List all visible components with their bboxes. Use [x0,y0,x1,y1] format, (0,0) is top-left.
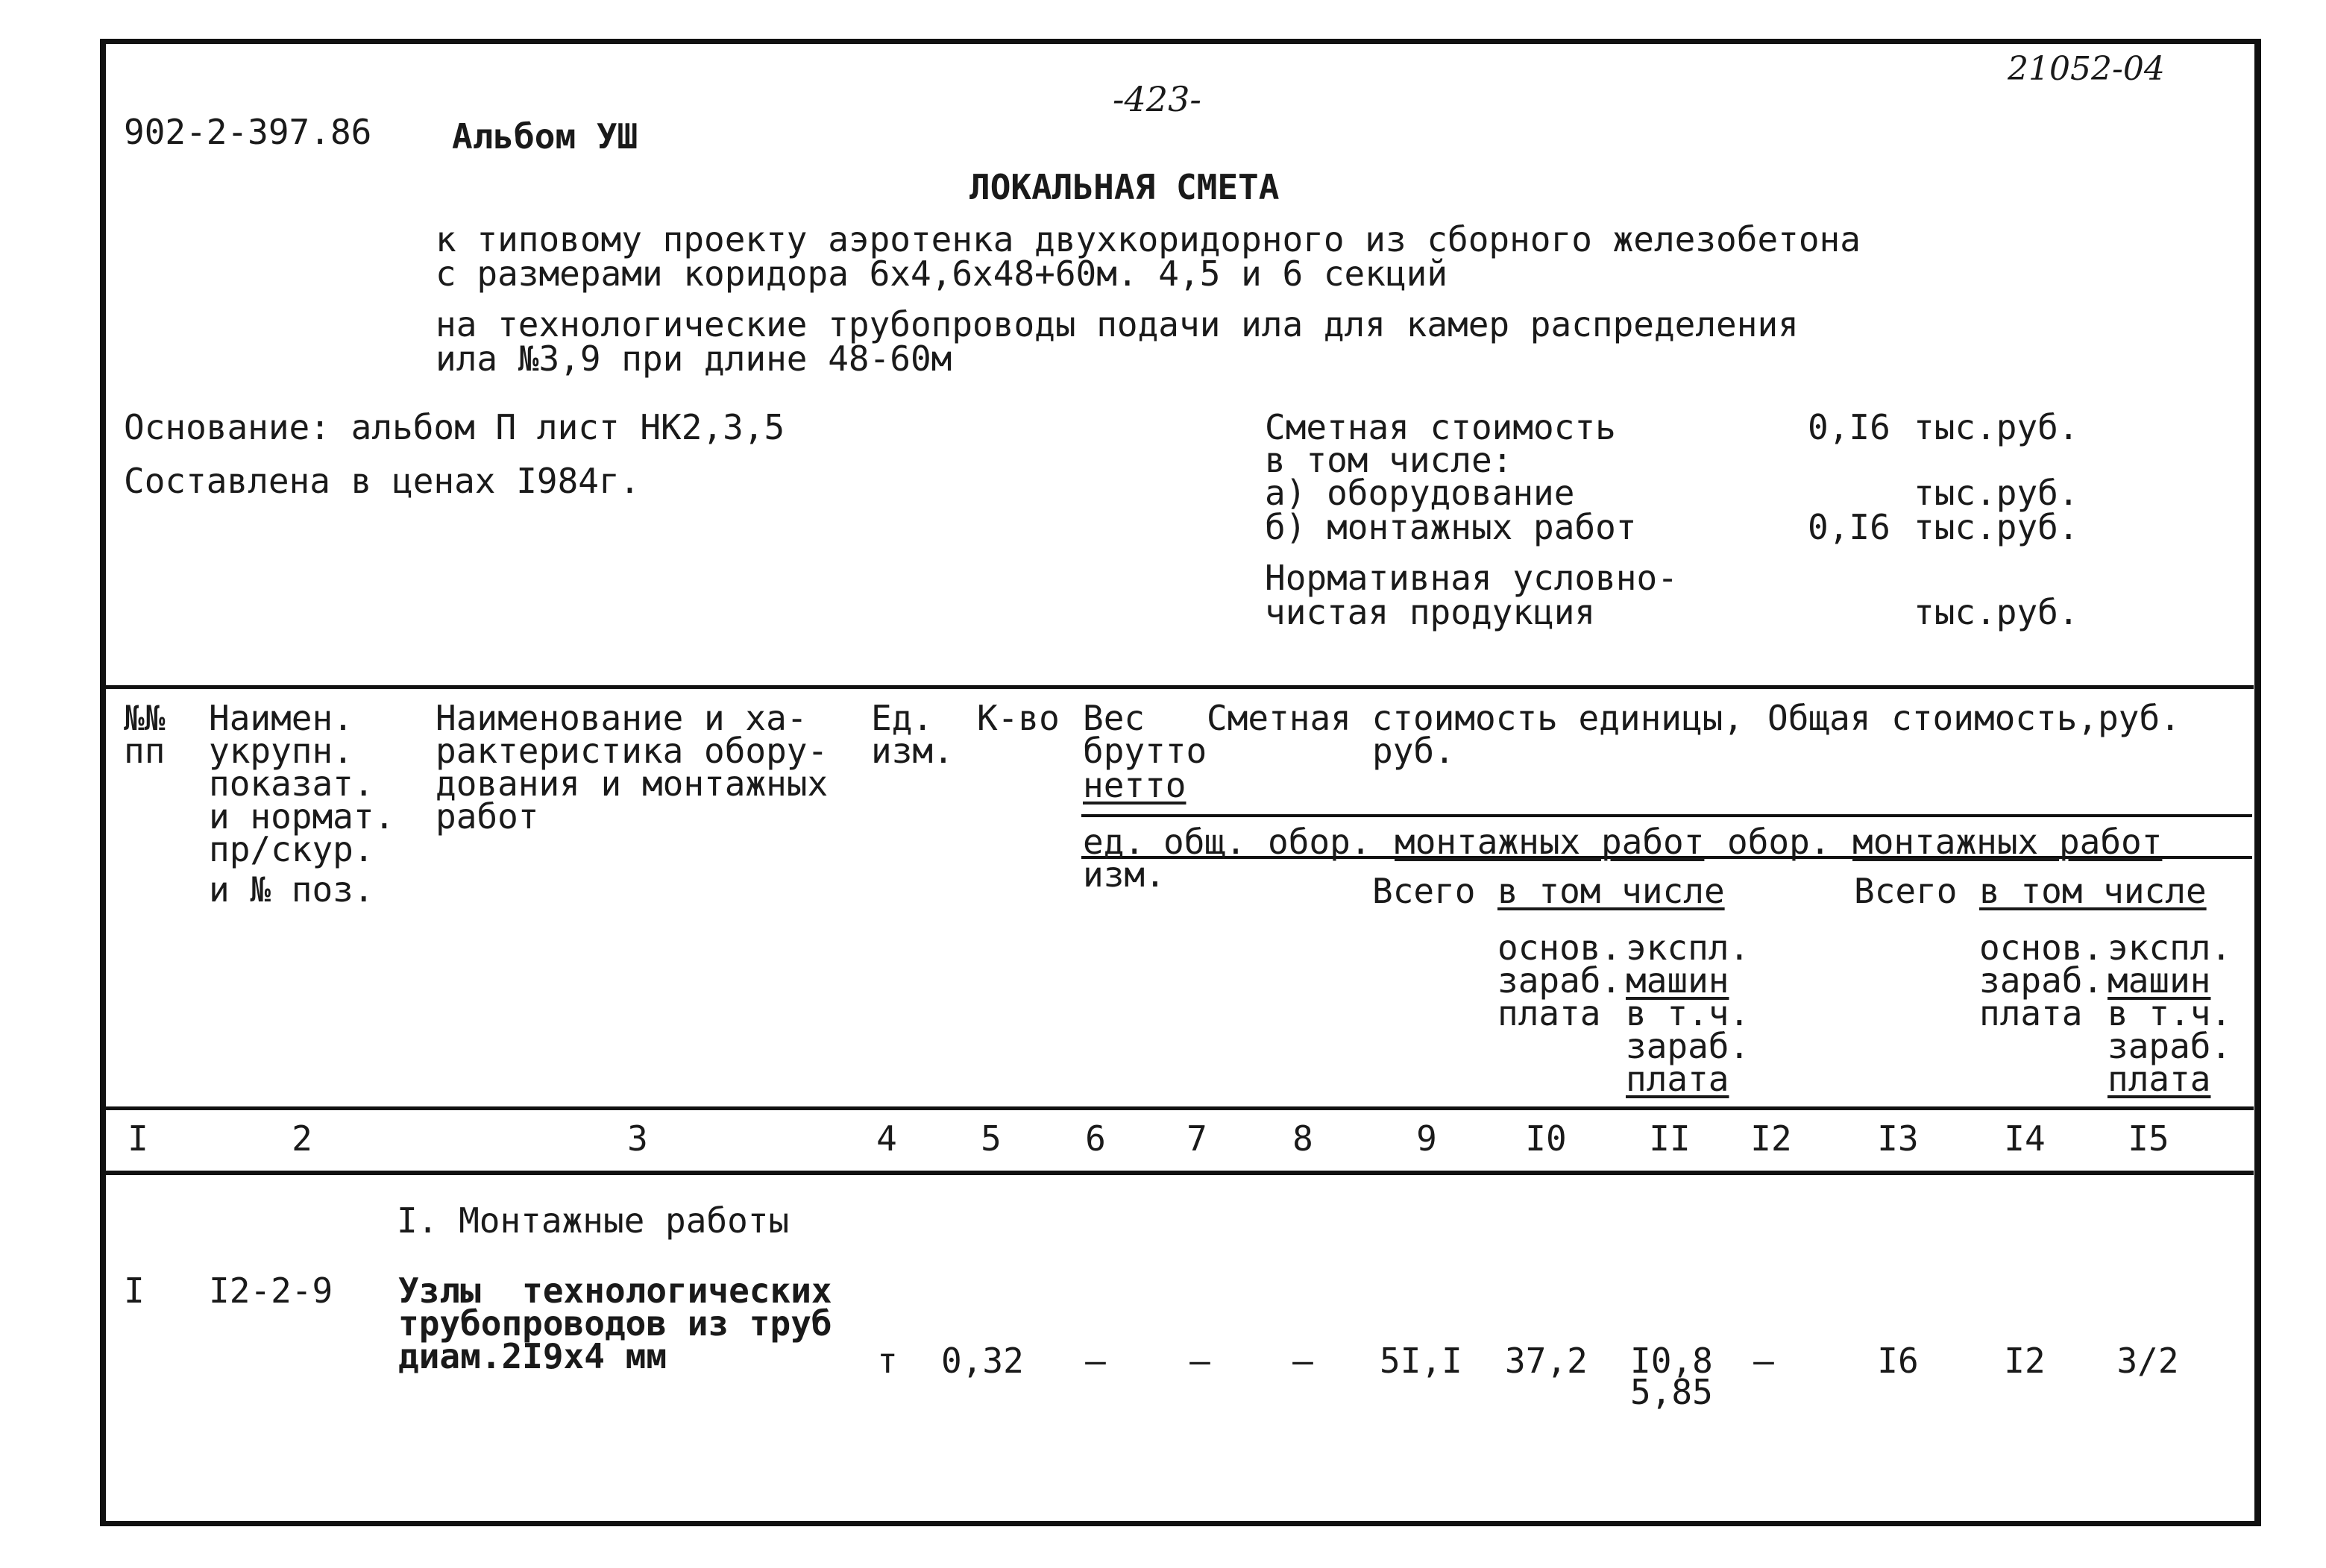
wage2-line2: зараб. [1979,960,2104,1001]
machines2-line4: зараб. [2107,1026,2232,1066]
weight-header-line3: нетто [1083,765,1186,805]
row-col11-secondary: 5,85 [1630,1372,1713,1412]
row-quantity: 0,32 [941,1341,1024,1381]
machines2-line1: экспл. [2107,928,2232,968]
row-col11: I0,8 [1630,1341,1713,1381]
unit-measure-line1: ед. [1083,822,1145,862]
wage-line3: плата [1497,993,1601,1033]
col2-header-line2: укрупн. [209,731,353,771]
equipment-unit: тыс.руб. [1914,473,2079,513]
row-col14: I2 [2004,1341,2046,1381]
row-code: I2-2-9 [209,1271,333,1311]
col2-header-line1: Наимен. [209,698,353,738]
col-number-15: I5 [2128,1118,2169,1159]
estimated-cost-label: Сметная стоимость [1265,407,1616,447]
unit-cost-title: Сметная стоимость единицы, [1207,698,1744,738]
including-label: в том числе: [1265,440,1513,480]
estimated-cost-value: 0,I6 [1808,407,1890,447]
total-label: Всего [1372,871,1476,911]
unit-cost-title-unit: руб. [1372,731,1455,771]
machines2-line5: плата [2107,1059,2211,1099]
subtitle-line-4: ила №3,9 при длине 48-60м [436,339,952,379]
col4-header-line2: изм. [871,731,954,771]
col-number-1: I [128,1118,148,1159]
col3-header-line3: дования и монтажных [436,763,829,804]
including-col-label-2: в том числе [1979,871,2207,911]
machines-line3: в т.ч. [1626,993,1750,1033]
row-col10: 37,2 [1505,1341,1588,1381]
subtitle-line-3: на технологические трубопроводы подачи ила для камер распределения [436,304,1799,344]
general-label: общ. [1163,822,1246,862]
section-title: I. Монтажные работы [397,1200,790,1241]
col-number-11: II [1649,1118,1691,1159]
total-cost-title: Общая стоимость,руб. [1767,698,2181,738]
estimated-cost-unit: тыс.руб. [1914,407,2079,447]
row-name-line1: Узлы технологических [398,1271,832,1311]
col-number-9: 9 [1416,1118,1437,1159]
col2-header-line3: показат. [209,763,374,804]
installation-value: 0,I6 [1808,507,1890,547]
col-number-10: I0 [1525,1118,1567,1159]
including-col-label: в том числе [1497,871,1725,911]
row-col12: – [1753,1341,1774,1381]
normative-label-1: Нормативная условно- [1265,558,1678,598]
row-name-line3: диам.2I9х4 мм [398,1336,667,1376]
table-top-rule [106,685,2254,689]
wage2-line3: плата [1979,993,2083,1033]
col-number-3: 3 [627,1118,648,1159]
machines-line2: машин [1626,960,1729,1001]
unit-measure-line2: изм. [1083,854,1166,895]
col-number-14: I4 [2004,1118,2046,1159]
col5-header: К-во [977,698,1060,738]
col-number-7: 7 [1186,1118,1207,1159]
installation-work-label: монтажных работ [1395,822,1705,862]
col-number-13: I3 [1877,1118,1919,1159]
col3-header-line4: работ [436,796,539,837]
col2-header-line6: и № поз. [209,869,374,910]
basis-text: Основание: альбом П лист НК2,3,5 [124,407,785,447]
numbers-bottom-rule [106,1171,2254,1175]
row-col6: – [1085,1341,1106,1381]
installation-unit: тыс.руб. [1914,507,2079,547]
installation-work-label-2: монтажных работ [1852,822,2163,862]
header-bottom-rule [106,1106,2254,1110]
col3-header-line1: Наименование и ха- [436,698,808,738]
weight-header-line1: Вес [1083,698,1145,738]
machines-line5: плата [1626,1059,1729,1099]
col3-header-line2: рактеристика обору- [436,731,829,771]
page-number: -423- [1113,79,1201,119]
col1-header-line2: пп [124,731,166,771]
sub-rule-1 [1081,814,2252,817]
col-number-4: 4 [876,1118,897,1159]
sheet-code: 21052-04 [2008,50,2165,88]
machines2-line3: в т.ч. [2107,993,2232,1033]
equipment-col-label: обор. [1268,822,1371,862]
col2-header-line4: и нормат. [209,796,395,837]
normative-unit: тыс.руб. [1914,592,2079,632]
wage2-line1: основ. [1979,928,2104,968]
equipment-label: а) оборудование [1265,473,1575,513]
installation-label: б) монтажных работ [1265,507,1637,547]
machines-line4: зараб. [1626,1026,1750,1066]
row-col7: – [1189,1341,1210,1381]
col-number-2: 2 [292,1118,312,1159]
row-number: I [124,1271,145,1311]
normative-label-2: чистая продукция [1265,592,1596,632]
row-col8: – [1292,1341,1313,1381]
col-number-5: 5 [981,1118,1002,1159]
row-col15: 3/2 [2116,1341,2179,1381]
col-number-6: 6 [1085,1118,1106,1159]
wage-line2: зараб. [1497,960,1622,1001]
weight-header-line2: брутто [1083,731,1207,771]
wage-line1: основ. [1497,928,1622,968]
machines2-line2: машин [2107,960,2211,1001]
prices-year-text: Составлена в ценах I984г. [124,461,641,501]
col4-header-line1: Ед. [871,698,934,738]
row-unit: т [877,1341,898,1381]
document-title: ЛОКАЛЬНАЯ СМЕТА [969,167,1280,207]
row-col13: I6 [1877,1341,1919,1381]
album-label: Альбом УШ [452,116,638,157]
col-number-12: I2 [1750,1118,1792,1159]
row-name-line2: трубопроводов из труб [398,1303,832,1344]
total-label-2: Всего [1854,871,1958,911]
machines-line1: экспл. [1626,928,1750,968]
col2-header-line5: пр/скур. [209,829,374,869]
project-code: 902-2-397.86 [124,112,372,152]
equipment-col-label-2: обор. [1727,822,1831,862]
col1-header-line1: №№ [124,698,166,738]
subtitle-line-1: к типовому проекту аэротенка двухкоридорного из сборного железобетона [436,219,1861,259]
row-col9: 5I,I [1380,1341,1462,1381]
col-number-8: 8 [1292,1118,1313,1159]
subtitle-line-2: с размерами коридора 6х4,6х48+60м. 4,5 и 6 секций [436,254,1448,294]
